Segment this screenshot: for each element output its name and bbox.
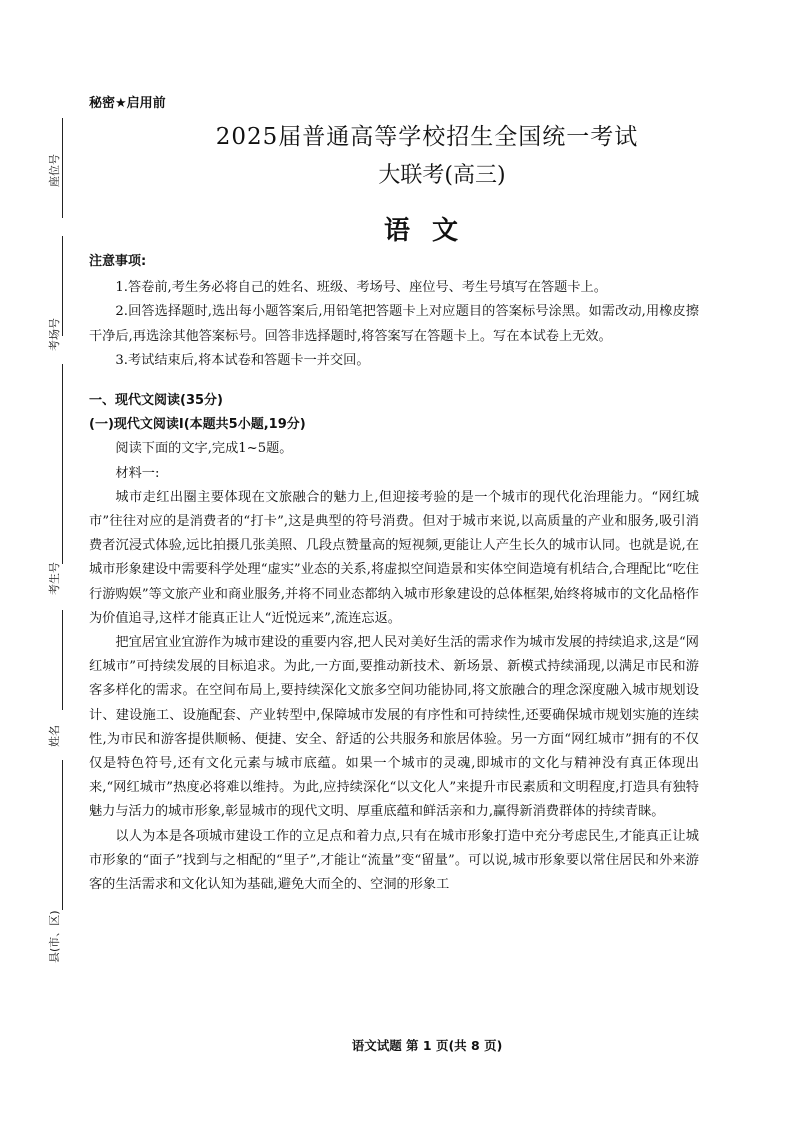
page-footer: 语文试题 第 1 页(共 8 页) [351,1038,503,1053]
passage-paragraph: 以人为本是各项城市建设工作的立足点和着力点,只有在城市形象打造中充分考虑民生,才能真正让城市形象的“面子”找到与之相配的“里子”,才能让“流量”变“留量”。可以说,城市形象要以常住居民和外来游客的生活需求和文化认知为基础,避免大而全的、空洞的形象工 [89,828,699,893]
exam-content [89,250,699,897]
material-label: 材料一: [115,465,160,481]
seat-number-label: 座位号 [48,154,61,187]
confidential-marker: 秘密★启用前 [89,96,166,111]
reading-instruction: 阅读下面的文字,完成1~5题。 [115,441,293,457]
binding-line [62,760,63,910]
subject-title: 语文 [383,216,480,246]
subsection-heading: (一)现代文阅读Ⅰ(本题共5小题,19分) [89,417,306,433]
notice-item: 2.回答选择题时,选出每小题答案后,用铅笔把答题卡上对应题目的答案标号涂黑。如需改动,用橡皮擦干净后,再选涂其他答案标号。回答非选择题时,将答案写在答题卡上。写在本试卷上无效。 [89,304,699,344]
student-name-label: 姓名 [48,725,61,747]
exam-title: 2025届普通高等学校招生全国统一考试 [215,124,639,150]
exam-room-label: 考场号 [48,318,61,351]
exam-subtitle: 大联考(高三) [378,163,506,188]
exam-number-label: 考生号 [48,562,61,595]
passage-paragraph: 城市走红出圈主要体现在文旅融合的魅力上,但迎接考验的是一个城市的现代化治理能力。“网红城市”往往对应的是消费者的“打卡”,这是典型的符号消费。但对于城市来说,以高质量的产业和服务,吸引消费者沉浸式体验,远比拍摄几张美照、几段点赞量高的短视频,更能让人产生长久的城市认同。也就是说,在城市形象建设中需要科学处理“虚实”业态的关系,将虚拟空间造景和实体空间造境有机结合,合理配比“吃住行游购娱”等文旅产业和商业服务,并将不同业态都纳入城市形象建设的总体框架,始终将城市的文化品格作为价值追寻,这样才能真正让人“近悦远来”,流连忘返。 [89,489,699,626]
notice-item: 3.考试结束后,将本试卷和答题卡一并交回。 [115,352,370,368]
county-label: 县(市、区) [48,910,61,963]
binding-line [62,364,63,564]
notice-heading: 注意事项: [89,254,147,269]
binding-line [62,610,63,710]
passage-paragraph: 把宜居宜业宜游作为城市建设的重要内容,把人民对美好生活的需求作为城市发展的持续追求,这是“网红城市”可持续发展的目标追求。为此,一方面,要推动新技术、新场景、新模式持续涌现,以满足市民和游客多样化的需求。在空间布局上,要持续深化文旅多空间功能协同,将文旅融合的理念深度融入城市规划设计、建设施工、设施配套、产业转型中,保障城市发展的有序性和可持续性,还要确保城市规划实施的连续性,为市民和游客提供顺畅、便捷、安全、舒适的公共服务和旅居体验。另一方面“网红城市”拥有的不仅仅是特色符号,还有文化元素与城市底蕴。如果一个城市的灵魂,即城市的文化与精神没有真正体现出来,“网红城市”热度必将难以维持。为此,应持续深化“以文化人”来提升市民素质和文明程度,打造具有独特魅力与活力的城市形象,彰显城市的现代文明、厚重底蕴和鲜活亲和力,赢得新消费群体的持续青睐。 [89,635,699,820]
section-heading: 一、现代文阅读(35分) [89,393,223,409]
binding-line [62,236,63,336]
notice-item: 1.答卷前,考生务必将自己的姓名、班级、考场号、座位号、考生号填写在答题卡上。 [115,280,607,296]
